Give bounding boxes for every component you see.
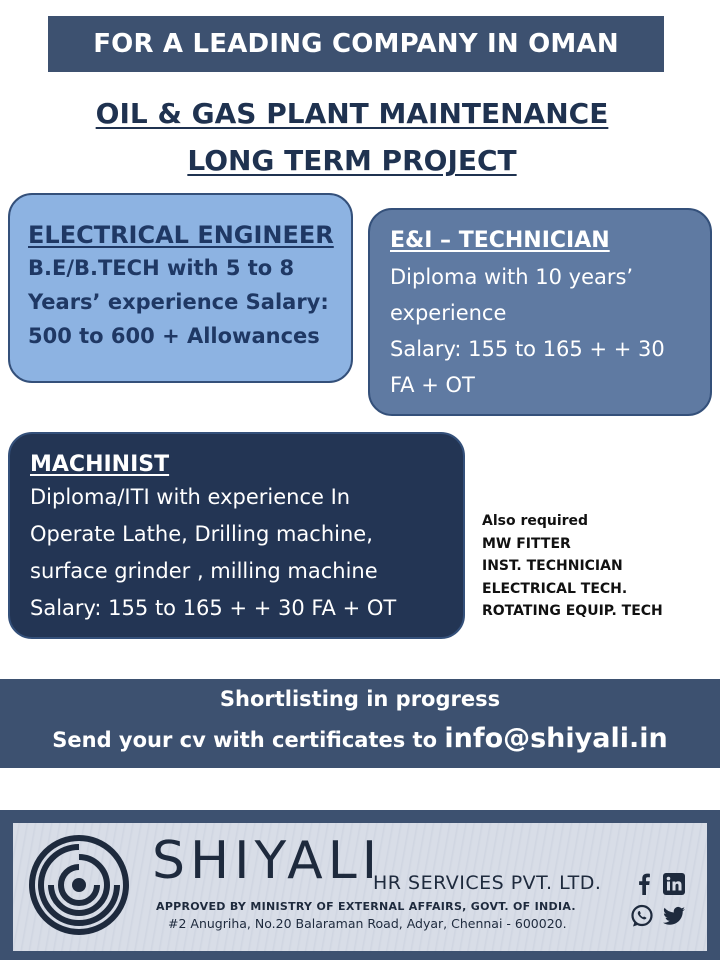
also-required-list (482, 510, 663, 623)
cta-band (0, 679, 720, 768)
facebook-icon[interactable] (632, 872, 656, 896)
headline-line-2: LONG TERM PROJECT (187, 144, 517, 177)
twitter-icon[interactable] (662, 904, 686, 928)
job-detail-line: Salary: 155 to 165 + + 30 (390, 337, 665, 361)
ei-technician-card (368, 208, 712, 416)
machinist-card (8, 432, 465, 639)
list-item: MW FITTER (482, 535, 571, 552)
top-banner (48, 16, 664, 72)
linkedin-icon[interactable] (662, 872, 686, 896)
job-detail-line: FA + OT (390, 373, 475, 397)
shiyali-logo-icon (27, 833, 131, 937)
status-text: Shortlisting in progress (219, 687, 501, 711)
job-detail-line: surface grinder , milling machine (30, 559, 378, 583)
job-detail-line: B.E/B.TECH with 5 to 8 (28, 256, 295, 280)
job-title: MACHINIST (30, 452, 170, 477)
job-detail-line: Operate Lathe, Drilling machine, (30, 522, 373, 546)
headline-line-1: OIL & GAS PLANT MAINTENANCE (95, 97, 609, 130)
list-item: INST. TECHNICIAN (482, 558, 623, 574)
job-detail-line: Salary: 155 to 165 + + 30 FA + OT (30, 596, 397, 620)
whatsapp-icon[interactable] (630, 904, 654, 928)
also-required-heading: Also required (482, 513, 589, 529)
electrical-engineer-card (8, 193, 353, 383)
job-detail-line: 500 to 600 + Allowances (28, 324, 320, 348)
brand-subtitle: HR SERVICES PVT. LTD. (373, 872, 602, 894)
job-detail-line: Years’ experience Salary: (28, 290, 329, 314)
approval-text: APPROVED BY MINISTRY OF EXTERNAL AFFAIRS, GOVT. OF INDIA. (156, 900, 576, 913)
job-detail-line: Diploma/ITI with experience In (30, 485, 351, 509)
job-title: E&I – TECHNICIAN (390, 228, 610, 253)
list-item: ROTATING EQUIP. TECH (482, 603, 663, 619)
address-text: #2 Anugriha, No.20 Balaraman Road, Adyar, Chennai - 600020. (168, 916, 567, 931)
brand-name: SHIYALI (152, 831, 383, 891)
job-detail-line: experience (390, 301, 507, 325)
job-title: ELECTRICAL ENGINEER (28, 221, 334, 249)
email-link[interactable]: info@shiyali.in (444, 723, 668, 754)
list-item: ELECTRICAL TECH. (482, 580, 628, 597)
job-detail-line: Diploma with 10 years’ (390, 265, 634, 289)
send-cv-line (0, 723, 720, 754)
send-cv-text: Send your cv with certificates to (52, 728, 438, 752)
banner-text: FOR A LEADING COMPANY IN OMAN (93, 29, 619, 59)
